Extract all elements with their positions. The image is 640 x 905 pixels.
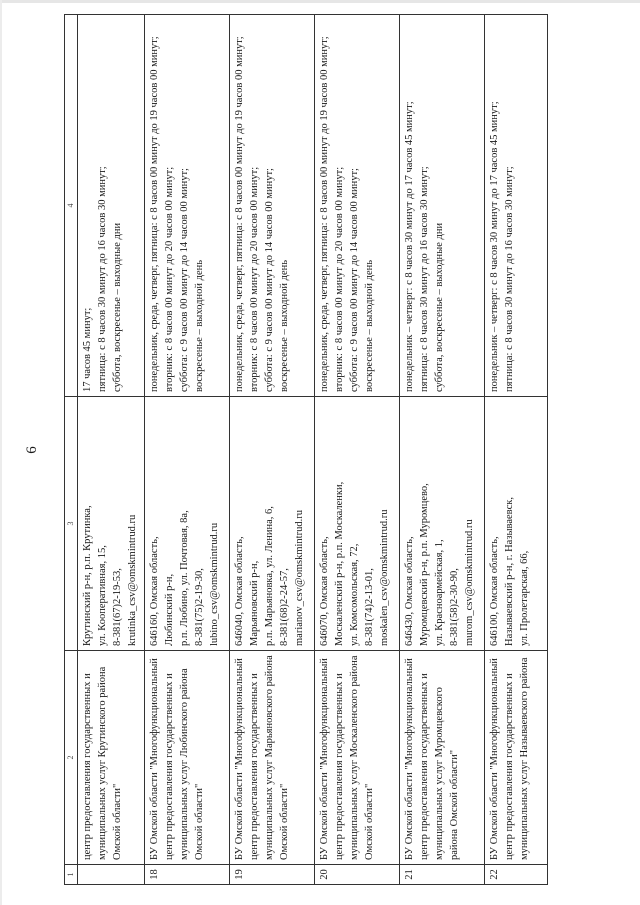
hours-line: воскресенье – выходной день xyxy=(194,259,205,392)
scan-edge-top xyxy=(0,0,640,3)
table-row xyxy=(315,15,400,885)
phone: 8-381(67)2-19-53, xyxy=(112,568,123,646)
row-number: 18 xyxy=(145,865,230,885)
phone: 8-381(68)2-24-57, xyxy=(279,568,290,646)
header-row xyxy=(65,15,78,885)
hours-line: пятница: с 8 часов 30 минут до 16 часов 30 минут; xyxy=(419,166,430,392)
hours-line: суббота, воскресенье – выходные дни xyxy=(434,222,445,392)
email-link[interactable]: marianov_csv@omskmintrud.ru xyxy=(294,510,305,646)
hours-line: суббота: с 9 часов 00 минут до 14 часов 00 минут; xyxy=(349,168,360,392)
organization-name: БУ Омской области "Многофункциональный центр предоставления государственных и муниципальных услуг Муромцевского района Омской области" xyxy=(404,658,460,860)
address-cell xyxy=(230,397,315,651)
organization-cell xyxy=(145,651,230,865)
hours-line: суббота: с 9 часов 00 минут до 14 часов 00 минут; xyxy=(179,168,190,392)
address-line: ул. Красноармейская, 1, xyxy=(434,539,445,646)
table-row xyxy=(485,15,548,885)
organization-cell xyxy=(78,651,145,865)
column-header: 2 xyxy=(65,651,78,865)
address-cell xyxy=(78,397,145,651)
hours-cell xyxy=(78,15,145,397)
organization-name: БУ Омской области "Многофункциональный центр предоставления государственных и муниципальных услуг Любинского района Омской области" xyxy=(149,658,205,860)
row-number: 22 xyxy=(485,865,548,885)
address-cell xyxy=(315,397,400,651)
address-line: 646100, Омская область, xyxy=(489,536,500,646)
rotated-page xyxy=(16,15,636,885)
hours-line: понедельник – четверг: с 8 часов 30 минут до 17 часов 45 минут; xyxy=(489,101,500,392)
row-number: 21 xyxy=(400,865,485,885)
hours-line: вторник: с 8 часов 00 минут до 20 часов 00 минут; xyxy=(164,166,175,392)
table-row xyxy=(145,15,230,885)
address-line: Муромцевский р-н, р.п. Муромцево, xyxy=(419,483,430,646)
address-line: Москаленский р-н, р.п. Москаленки, xyxy=(334,481,345,646)
organization-cell xyxy=(400,651,485,865)
mfc-table xyxy=(64,14,548,885)
hours-line: понедельник, среда, четверг, пятница: с 8 часов 00 минут до 19 часов 00 минут; xyxy=(319,36,330,392)
hours-cell xyxy=(145,15,230,397)
address-line: 646160, Омская область, xyxy=(149,536,160,646)
hours-line: пятница: с 8 часов 30 минут до 16 часов 30 минут; xyxy=(504,166,515,392)
organization-name: БУ Омской области "Многофункциональный центр предоставления государственных и муниципальных услуг Москаленского района Омской области" xyxy=(319,655,375,860)
address-line: Марьяновский р-н, xyxy=(249,560,260,646)
organization-cell xyxy=(485,651,548,865)
address-line: ул. Комсомольская, 72, xyxy=(349,543,360,646)
row-number xyxy=(78,865,145,885)
email-link[interactable]: murom_csv@omskmintrud.ru xyxy=(464,519,475,646)
organization-name: БУ Омской области "Многофункциональный центр предоставления государственных и муниципальных услуг Марьяновского района Омской области" xyxy=(234,655,290,860)
table-row xyxy=(400,15,485,885)
address-cell xyxy=(485,397,548,651)
email-link[interactable]: krutinka_csv@omskmintrud.ru xyxy=(127,514,138,646)
column-header: 4 xyxy=(65,15,78,397)
hours-line: понедельник, среда, четверг, пятница: с 8 часов 00 минут до 19 часов 00 минут; xyxy=(234,36,245,392)
hours-line: 17 часов 45 минут; xyxy=(82,307,93,392)
address-line: ул. Кооперативная, 15, xyxy=(97,545,108,646)
address-line: 646430, Омская область, xyxy=(404,536,415,646)
column-header: 3 xyxy=(65,397,78,651)
hours-cell xyxy=(315,15,400,397)
row-number: 19 xyxy=(230,865,315,885)
address-cell xyxy=(145,397,230,651)
hours-cell xyxy=(400,15,485,397)
phone: 8-381(75)2-19-30, xyxy=(194,568,205,646)
hours-line: пятница: с 8 часов 30 минут до 16 часов 30 минут; xyxy=(97,166,108,392)
hours-line: понедельник, среда, четверг, пятница: с 8 часов 00 минут до 19 часов 00 минут; xyxy=(149,36,160,392)
address-line: Любинский р-н, xyxy=(164,573,175,646)
email-link[interactable]: moskalen_csv@omskmintrud.ru xyxy=(379,509,390,646)
phone: 8-381(74)2-13-01, xyxy=(364,568,375,646)
hours-line: вторник: с 8 часов 00 минут до 20 часов 00 минут; xyxy=(334,166,345,392)
address-line: р.п. Марьяновка, ул. Ленина, 6, xyxy=(264,506,275,646)
phone: 8-381(58)2-30-90, xyxy=(449,568,460,646)
organization-name: БУ Омской области "Многофункциональный центр предоставления государственных и муниципальных услуг Называевского района xyxy=(489,657,530,860)
scan-edge-left xyxy=(0,0,2,905)
page-number: 6 xyxy=(24,446,40,454)
hours-line: понедельник – четверг: с 8 часов 30 минут до 17 часов 45 минут; xyxy=(404,101,415,392)
organization-cell xyxy=(315,651,400,865)
address-line: 646040, Омская область, xyxy=(234,536,245,646)
hours-line: воскресенье – выходной день xyxy=(279,259,290,392)
hours-line: воскресенье – выходной день xyxy=(364,259,375,392)
organization-cell xyxy=(230,651,315,865)
address-line: Крутинский р-н, р.п. Крутинка, xyxy=(82,505,93,646)
hours-cell xyxy=(485,15,548,397)
address-line: р.п. Любино, ул. Почтовая, 8а, xyxy=(179,510,190,646)
hours-line: суббота, воскресенье – выходные дни xyxy=(112,222,123,392)
column-header: 1 xyxy=(65,865,78,885)
address-line: ул. Пролетарская, 66, xyxy=(519,550,530,646)
organization-name: центр предоставления государственных и муниципальных услуг Крутинского района Омской области" xyxy=(82,666,123,860)
address-line: Называевский р-н, г. Называевск, xyxy=(504,497,515,646)
row-number: 20 xyxy=(315,865,400,885)
address-cell xyxy=(400,397,485,651)
hours-cell xyxy=(230,15,315,397)
table-row xyxy=(230,15,315,885)
hours-line: вторник: с 8 часов 00 минут до 20 часов 00 минут; xyxy=(249,166,260,392)
address-line: 646070, Омская область, xyxy=(319,536,330,646)
table-row xyxy=(78,15,145,885)
hours-line: суббота: с 9 часов 00 минут до 14 часов 00 минут; xyxy=(264,168,275,392)
email-link[interactable]: lubino_csv@omskmintrud.ru xyxy=(209,522,220,646)
